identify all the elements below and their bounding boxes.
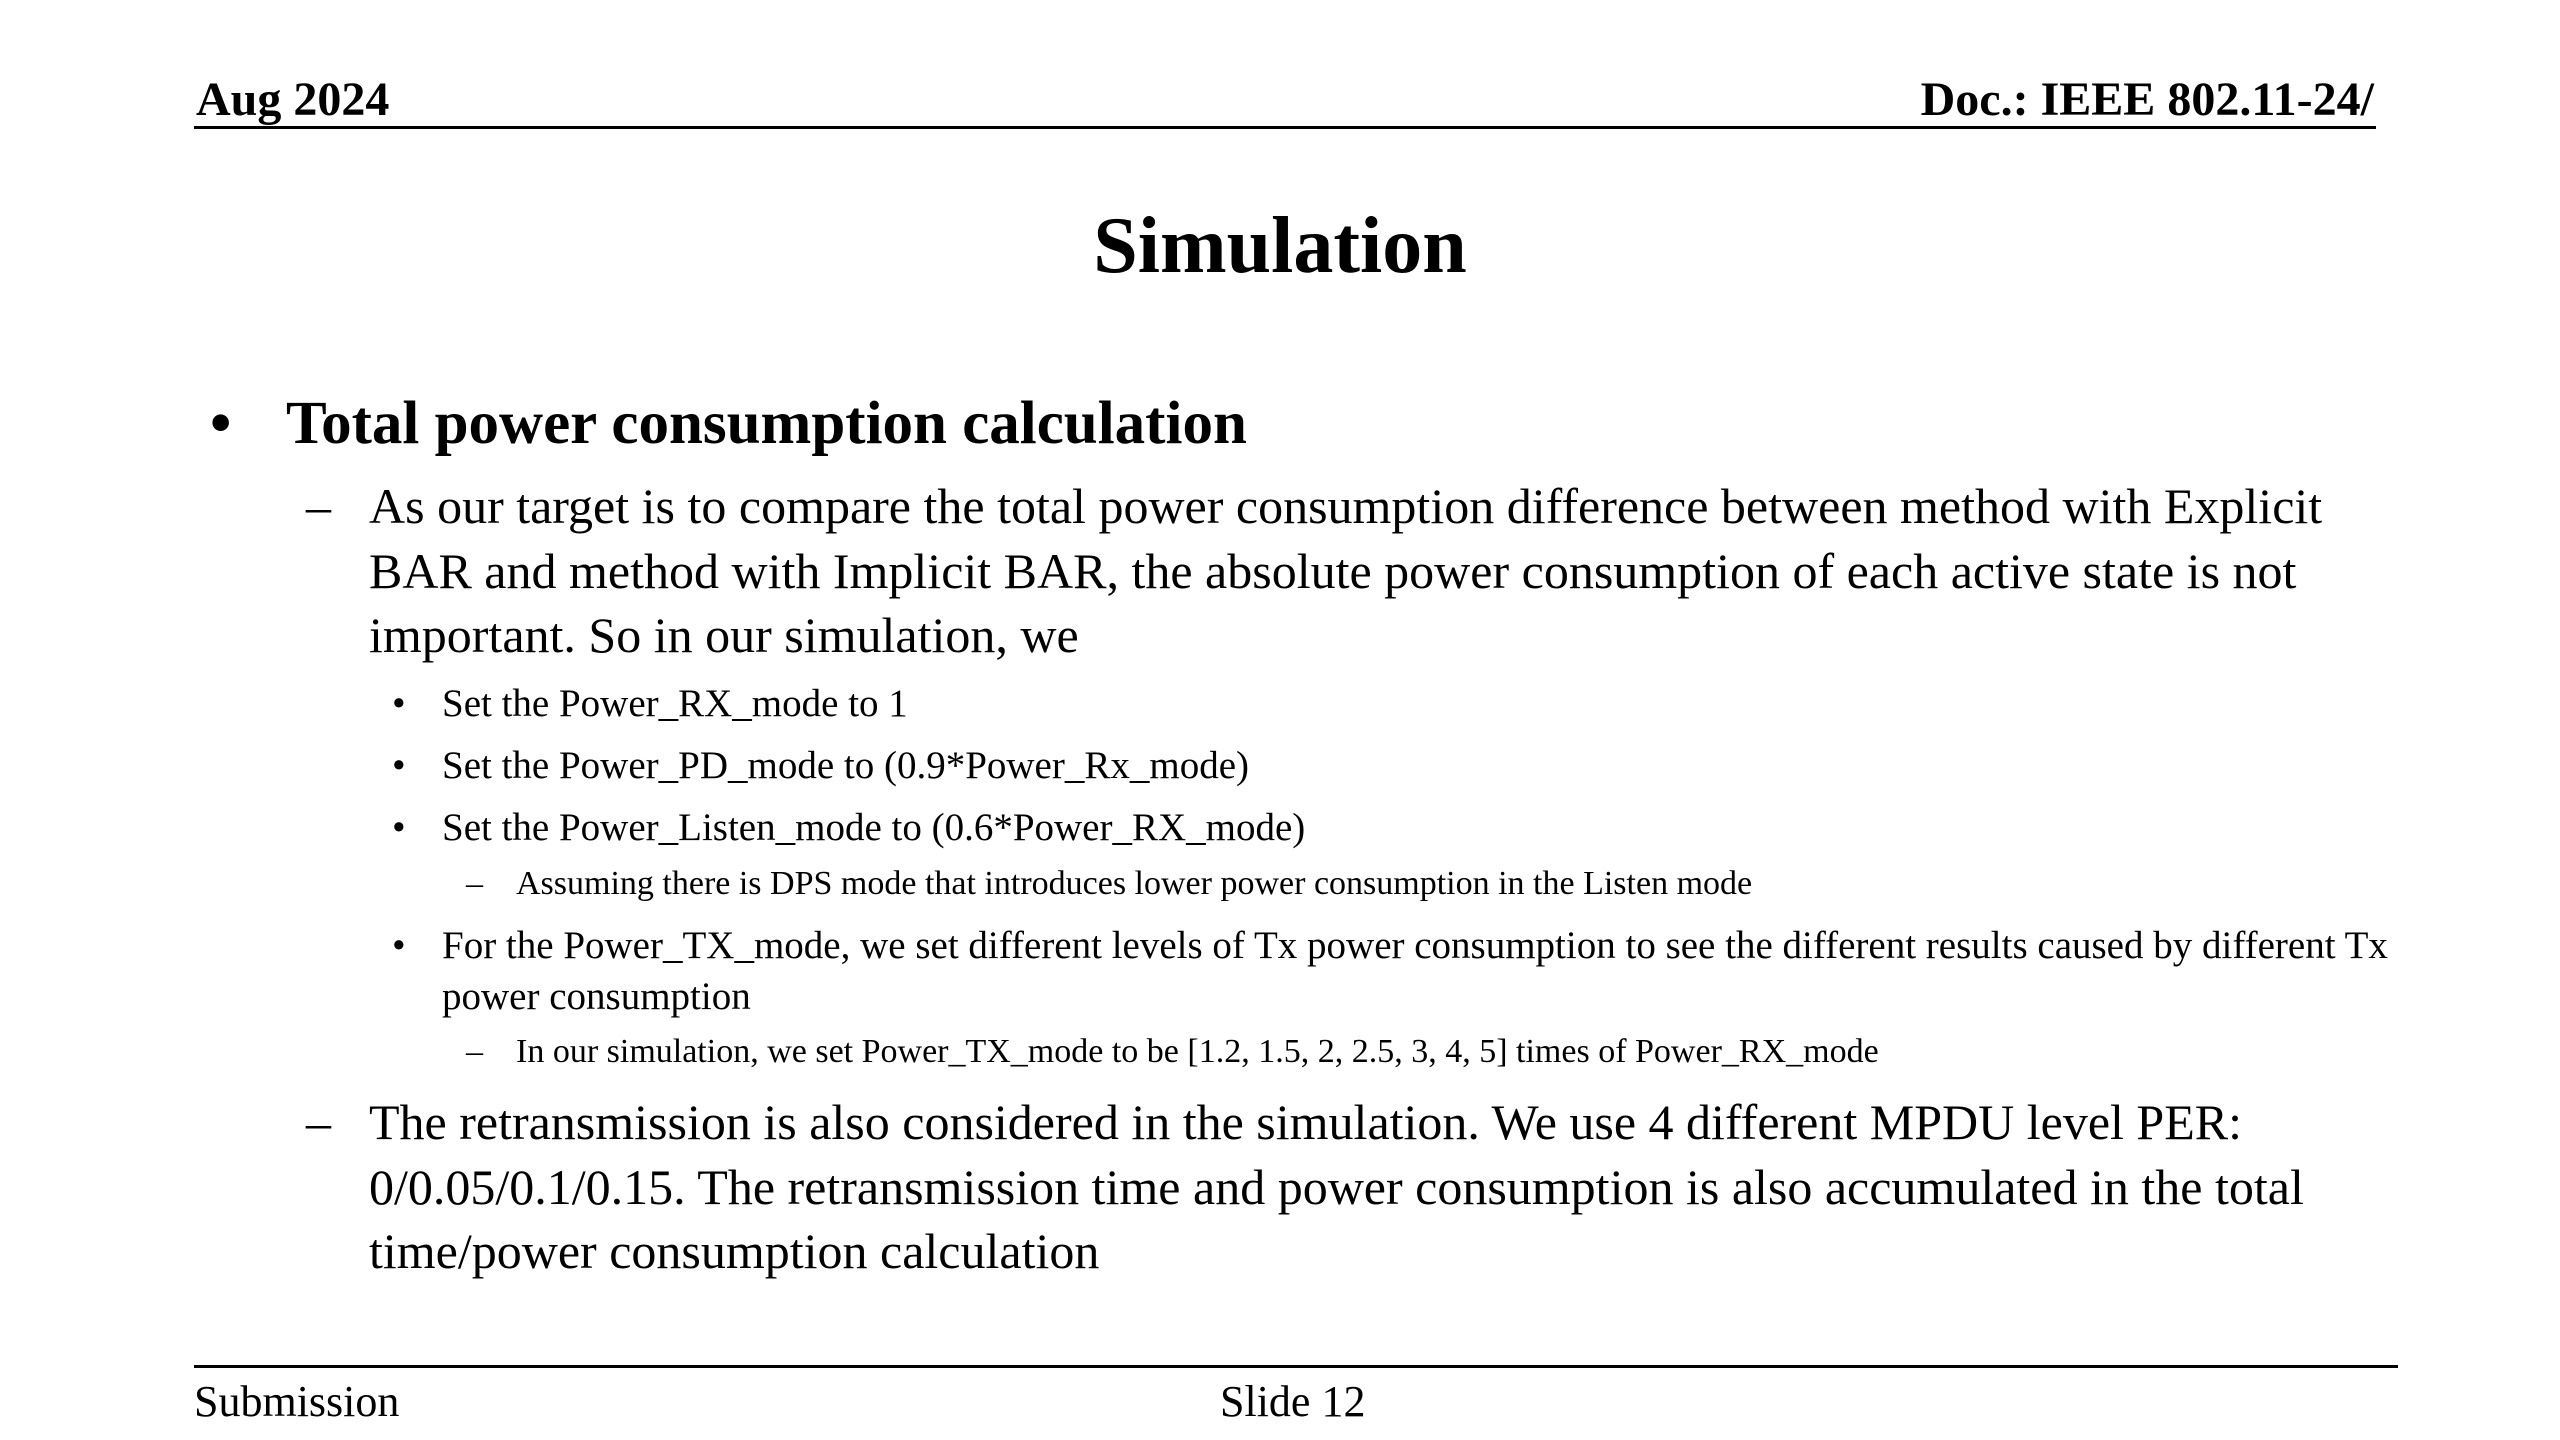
footer-submission: Submission [194, 1377, 400, 1426]
header-date: Aug 2024 [196, 73, 390, 126]
setting-item-marker: • [392, 806, 406, 849]
sub-point-target [306, 474, 2406, 668]
setting-item [392, 740, 2402, 791]
setting-note-text: In our simulation, we set Power_TX_mode to be [1.2, 1.5, 2, 2.5, 3, 4, 5] times of Power_RX_mode [516, 1033, 1879, 1070]
main-bullet-text: Total power consumption calculation [286, 390, 1247, 457]
header-divider [194, 126, 2376, 129]
setting-item-text: Set the Power_RX_mode to 1 [442, 682, 908, 725]
sub-point-text: The retransmission is also considered in the simulation. We use 4 different MPDU level PER: 0/0.05/0.1/0.15. The retransmission time and power consumption is also accumulated in the total time/power consumption calculation [369, 1094, 2304, 1279]
setting-note [466, 1030, 1879, 1074]
setting-note-marker: – [466, 1033, 483, 1070]
sub-point-marker: – [306, 1094, 331, 1150]
sub-point-text: As our target is to compare the total power consumption difference between method with Explicit BAR and method with Implicit BAR, the absolute power consumption of each active state is not important. So in our simulation, we [369, 478, 2323, 663]
setting-item-marker: • [392, 924, 406, 967]
header-doc-number: Doc.: IEEE 802.11-24/ [1920, 73, 2374, 126]
setting-item-marker: • [392, 744, 406, 787]
footer-divider [194, 1365, 2398, 1368]
slide-title: Simulation [1093, 202, 1467, 290]
setting-item-text: Set the Power_PD_mode to (0.9*Power_Rx_mode) [442, 744, 1250, 787]
footer-slide-number: Slide 12 [1220, 1377, 1366, 1426]
setting-item-text: Set the Power_Listen_mode to (0.6*Power_RX_mode) [442, 806, 1306, 849]
setting-item [392, 920, 2402, 1022]
setting-item-marker: • [392, 682, 406, 725]
setting-item-text: For the Power_TX_mode, we set different levels of Tx power consumption to see the different results caused by different Tx power consumption [442, 924, 2388, 1018]
setting-note [466, 862, 1752, 906]
sub-point-marker: – [306, 478, 331, 534]
setting-item [392, 678, 2402, 729]
setting-note-text: Assuming there is DPS mode that introduces lower power consumption in the Listen mode [516, 865, 1753, 902]
sub-point-retransmission [306, 1090, 2406, 1284]
main-bullet-marker: • [210, 390, 232, 457]
setting-note-marker: – [466, 865, 483, 902]
setting-item [392, 802, 2402, 853]
